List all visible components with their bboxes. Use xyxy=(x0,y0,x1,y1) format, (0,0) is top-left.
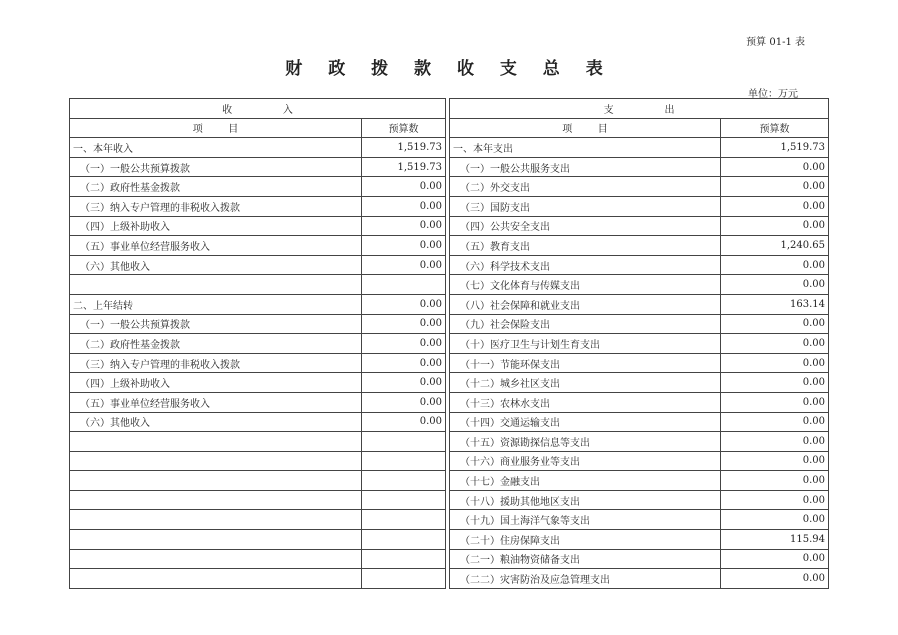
income-value-cell: 0.00 xyxy=(362,294,446,314)
expense-value-cell: 0.00 xyxy=(721,471,829,491)
income-value-cell: 1,519.73 xyxy=(362,138,446,158)
expense-item-cell: （二十）住房保障支出 xyxy=(450,530,721,550)
header-row-section xyxy=(70,99,829,119)
income-value-cell: 0.00 xyxy=(362,314,446,334)
table-row xyxy=(70,530,829,550)
income-item-cell: （二）政府性基金拨款 xyxy=(70,177,362,197)
unit-label: 单位：万元 xyxy=(748,89,798,100)
expense-item-cell: （八）社会保障和就业支出 xyxy=(450,294,721,314)
expense-item-cell: （一）一般公共服务支出 xyxy=(450,157,721,177)
expense-value-cell: 0.00 xyxy=(721,334,829,354)
expense-item-cell: （十五）资源勘探信息等支出 xyxy=(450,432,721,452)
income-value-cell xyxy=(362,490,446,510)
table-row xyxy=(70,157,829,177)
income-value-cell xyxy=(362,530,446,550)
expense-item-cell: （十二）城乡社区支出 xyxy=(450,373,721,393)
income-item-cell xyxy=(70,510,362,530)
income-value-cell: 0.00 xyxy=(362,412,446,432)
table-row xyxy=(70,177,829,197)
expense-value-cell: 0.00 xyxy=(721,373,829,393)
expense-value-cell: 0.00 xyxy=(721,549,829,569)
table-row xyxy=(70,255,829,275)
income-item-cell: （六）其他收入 xyxy=(70,412,362,432)
expense-item-cell: （七）文化体育与传媒支出 xyxy=(450,275,721,295)
income-value-cell: 0.00 xyxy=(362,196,446,216)
table-row xyxy=(70,236,829,256)
income-item-cell: （三）纳入专户管理的非税收入拨款 xyxy=(70,196,362,216)
expense-value-cell: 0.00 xyxy=(721,314,829,334)
income-value-cell xyxy=(362,510,446,530)
expense-item-cell: （六）科学技术支出 xyxy=(450,255,721,275)
income-item-cell: （六）其他收入 xyxy=(70,255,362,275)
table-row xyxy=(70,432,829,452)
income-header: 收 入 xyxy=(70,99,446,119)
income-value-cell: 0.00 xyxy=(362,236,446,256)
income-item-cell: （五）事业单位经营服务收入 xyxy=(70,392,362,412)
income-value-cell xyxy=(362,569,446,589)
form-number: 预算 01-1 表 xyxy=(746,37,805,48)
expense-item-cell: （十）医疗卫生与计划生育支出 xyxy=(450,334,721,354)
expense-item-cell: （十三）农林水支出 xyxy=(450,392,721,412)
expense-item-cell: （二）外交支出 xyxy=(450,177,721,197)
income-budget-header: 预算数 xyxy=(362,118,446,138)
income-item-cell xyxy=(70,490,362,510)
table-row xyxy=(70,549,829,569)
income-value-cell: 0.00 xyxy=(362,373,446,393)
expense-value-cell: 1,519.73 xyxy=(721,138,829,158)
income-item-cell xyxy=(70,451,362,471)
expense-item-cell: （二二）灾害防治及应急管理支出 xyxy=(450,569,721,589)
header-row-columns xyxy=(70,118,829,138)
expense-item-cell: （十一）节能环保支出 xyxy=(450,353,721,373)
expense-value-cell: 0.00 xyxy=(721,490,829,510)
income-value-cell: 0.00 xyxy=(362,334,446,354)
expense-value-cell: 0.00 xyxy=(721,412,829,432)
income-item-cell xyxy=(70,471,362,491)
income-item-cell: （四）上级补助收入 xyxy=(70,373,362,393)
expense-value-cell: 0.00 xyxy=(721,451,829,471)
table-row xyxy=(70,451,829,471)
expense-budget-header: 预算数 xyxy=(721,118,829,138)
table-row xyxy=(70,334,829,354)
expense-value-cell: 0.00 xyxy=(721,569,829,589)
expense-item-cell: （十八）援助其他地区支出 xyxy=(450,490,721,510)
page-title: 财 政 拨 款 收 支 总 表 xyxy=(285,59,613,79)
expense-value-cell: 0.00 xyxy=(721,392,829,412)
income-value-cell xyxy=(362,549,446,569)
table-row xyxy=(70,314,829,334)
expense-value-cell: 0.00 xyxy=(721,196,829,216)
table-row xyxy=(70,471,829,491)
expense-value-cell: 0.00 xyxy=(721,353,829,373)
income-item-cell xyxy=(70,275,362,295)
expense-item-cell: （九）社会保险支出 xyxy=(450,314,721,334)
income-value-cell xyxy=(362,451,446,471)
expense-value-cell: 163.14 xyxy=(721,294,829,314)
expense-item-cell: （十六）商业服务业等支出 xyxy=(450,451,721,471)
table-row xyxy=(70,373,829,393)
expense-item-cell: （十四）交通运输支出 xyxy=(450,412,721,432)
table-row xyxy=(70,510,829,530)
income-item-cell: 二、上年结转 xyxy=(70,294,362,314)
income-item-cell xyxy=(70,549,362,569)
table-body xyxy=(70,138,829,589)
income-value-cell: 0.00 xyxy=(362,216,446,236)
expense-value-cell: 0.00 xyxy=(721,216,829,236)
income-value-cell: 1,519.73 xyxy=(362,157,446,177)
income-item-cell xyxy=(70,569,362,589)
income-item-header: 项 目 xyxy=(70,118,362,138)
expense-value-cell: 0.00 xyxy=(721,275,829,295)
expense-item-cell: （三）国防支出 xyxy=(450,196,721,216)
income-item-cell xyxy=(70,432,362,452)
table-row xyxy=(70,216,829,236)
expense-item-cell: （二一）粮油物资储备支出 xyxy=(450,549,721,569)
expense-item-header: 项 目 xyxy=(450,118,721,138)
expense-item-cell: （五）教育支出 xyxy=(450,236,721,256)
income-value-cell xyxy=(362,275,446,295)
income-value-cell xyxy=(362,432,446,452)
income-item-cell: （一）一般公共预算拨款 xyxy=(70,314,362,334)
income-value-cell: 0.00 xyxy=(362,177,446,197)
table-row xyxy=(70,353,829,373)
income-item-cell: 一、本年收入 xyxy=(70,138,362,158)
expense-header: 支 出 xyxy=(450,99,829,119)
expense-value-cell: 115.94 xyxy=(721,530,829,550)
expense-value-cell: 0.00 xyxy=(721,177,829,197)
expense-item-cell: （四）公共安全支出 xyxy=(450,216,721,236)
income-item-cell: （一）一般公共预算拨款 xyxy=(70,157,362,177)
expense-value-cell: 1,240.65 xyxy=(721,236,829,256)
table-row xyxy=(70,392,829,412)
income-item-cell xyxy=(70,530,362,550)
expense-item-cell: （十七）金融支出 xyxy=(450,471,721,491)
income-item-cell: （四）上级补助收入 xyxy=(70,216,362,236)
income-item-cell: （二）政府性基金拨款 xyxy=(70,334,362,354)
income-value-cell: 0.00 xyxy=(362,392,446,412)
table-row xyxy=(70,412,829,432)
table-row xyxy=(70,138,829,158)
income-value-cell xyxy=(362,471,446,491)
table-row xyxy=(70,490,829,510)
table-row xyxy=(70,196,829,216)
expense-item-cell: （十九）国土海洋气象等支出 xyxy=(450,510,721,530)
income-item-cell: （五）事业单位经营服务收入 xyxy=(70,236,362,256)
expense-value-cell: 0.00 xyxy=(721,510,829,530)
budget-table xyxy=(69,98,829,589)
expense-value-cell: 0.00 xyxy=(721,432,829,452)
expense-item-cell: 一、本年支出 xyxy=(450,138,721,158)
income-value-cell: 0.00 xyxy=(362,353,446,373)
income-item-cell: （三）纳入专户管理的非税收入拨款 xyxy=(70,353,362,373)
expense-value-cell: 0.00 xyxy=(721,157,829,177)
expense-value-cell: 0.00 xyxy=(721,255,829,275)
table-row xyxy=(70,294,829,314)
table-row xyxy=(70,569,829,589)
income-value-cell: 0.00 xyxy=(362,255,446,275)
table-row xyxy=(70,275,829,295)
